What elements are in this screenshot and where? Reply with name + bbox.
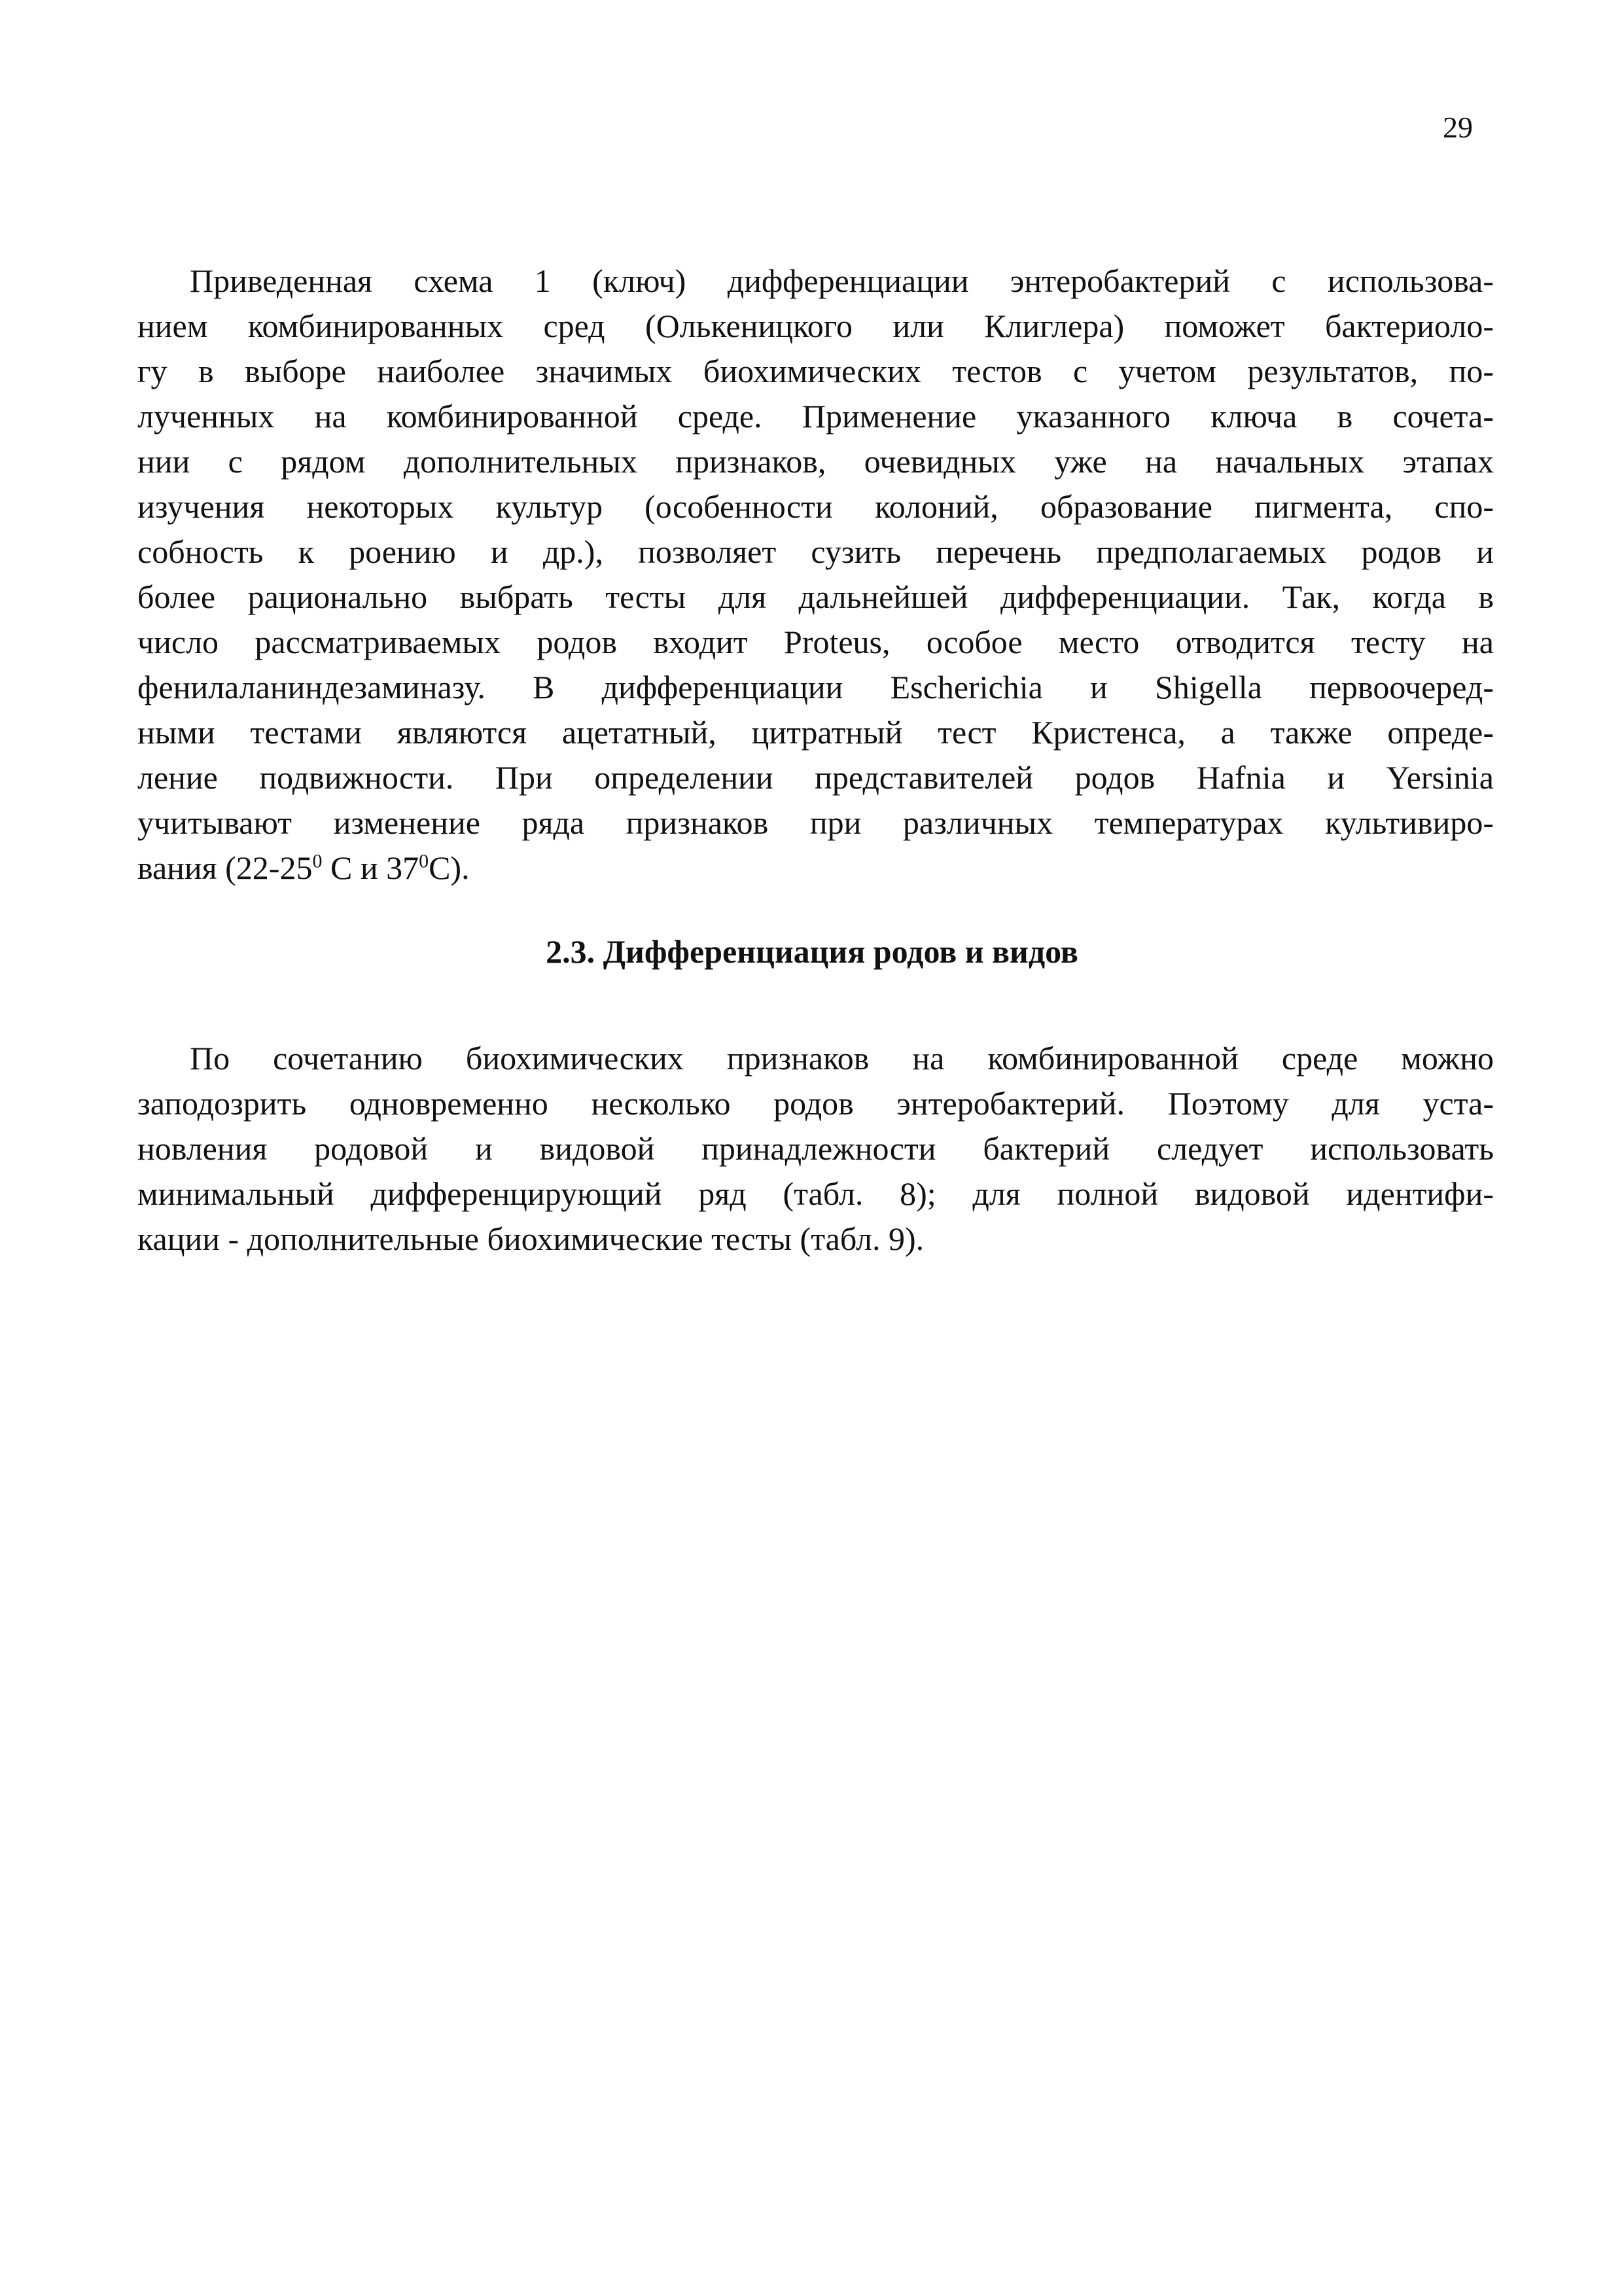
text-line: изучения некоторых культур (особенности колоний, образование пигмента, спо- [137, 488, 1494, 525]
text-line: учитывают изменение ряда признаков при различных температурах культивиро- [137, 804, 1494, 841]
paragraph-2 [137, 1036, 1494, 1262]
text-line: новления родовой и видовой принадлежности бактерий следует использовать [137, 1130, 1494, 1167]
text-line: Приведенная схема 1 (ключ) дифференциации энтеробактерий с использова- [190, 262, 1494, 299]
text-line: лученных на комбинированной среде. Применение указанного ключа в сочета- [137, 398, 1494, 435]
degree-superscript: 0 [312, 850, 323, 872]
section-heading: 2.3. Дифференциация родов и видов [546, 933, 1078, 970]
text: С и 37 [322, 849, 419, 886]
page-number: 29 [1443, 111, 1473, 144]
text: вания (22-25 [137, 849, 313, 886]
text-line: заподозрить одновременно несколько родов энтеробактерий. Поэтому для уста- [137, 1085, 1494, 1122]
text-line: нии с рядом дополнительных признаков, очевидных уже на начальных этапах [137, 443, 1494, 480]
text-line: число рассматриваемых родов входит Proteus, особое место отводится тесту на [137, 624, 1494, 660]
text-line-last [137, 845, 1494, 891]
paragraph-1 [137, 258, 1494, 891]
text-line: ными тестами являются ацетатный, цитратный тест Кристенса, а также опреде- [137, 714, 1494, 751]
text-line: По сочетанию биохимических признаков на комбинированной среде можно [190, 1040, 1494, 1076]
text-line: нием комбинированных сред (Олькеницкого или Клиглера) поможет бактериоло- [137, 308, 1494, 344]
degree-superscript: 0 [419, 850, 429, 872]
text-line: ление подвижности. При определении представителей родов Hafnia и Yersinia [137, 759, 1494, 796]
text-line: минимальный дифференцирующий ряд (табл. 8); для полной видовой идентифи- [137, 1175, 1494, 1212]
text-line: собность к роению и др.), позволяет сузить перечень предполагаемых родов и [137, 533, 1494, 570]
text-line: гу в выборе наиболее значимых биохимических тестов с учетом результатов, по- [137, 353, 1494, 389]
text-line: более рационально выбрать тесты для дальнейшей дифференциации. Так, когда в [137, 578, 1494, 615]
text-line: кации - дополнительные биохимические тесты (табл. 9). [137, 1220, 925, 1257]
text-line: фенилаланиндезаминазу. В дифференциации Escherichia и Shigella первоочеред- [137, 669, 1494, 705]
text: С). [429, 849, 470, 886]
